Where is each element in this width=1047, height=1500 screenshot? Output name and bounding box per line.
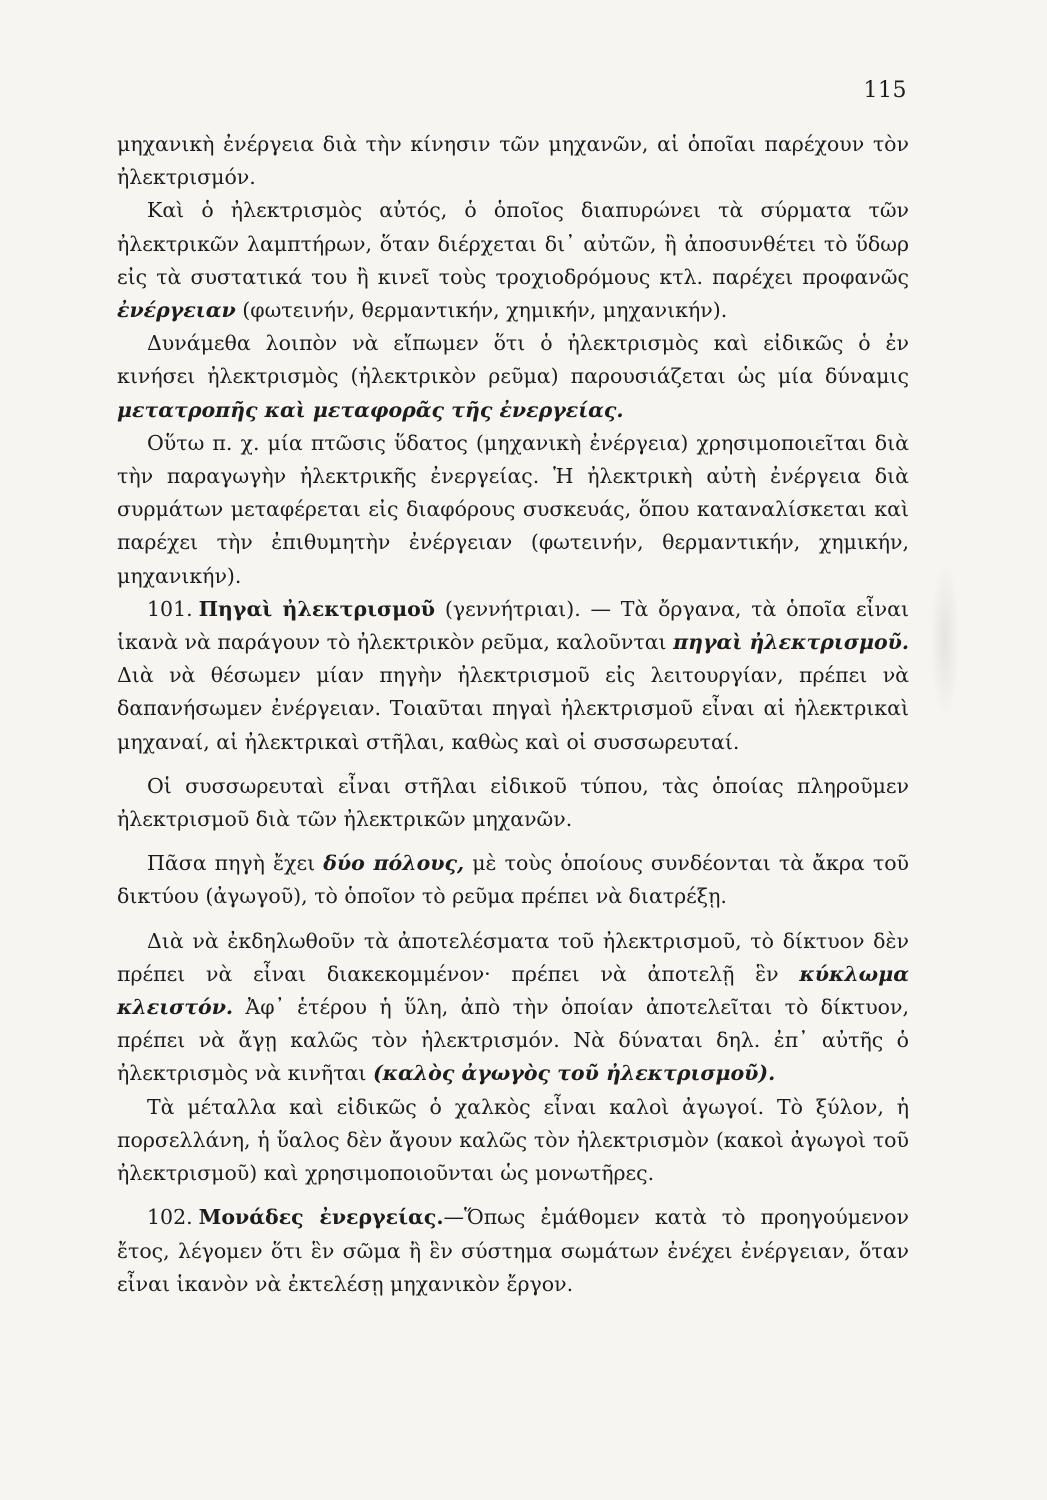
paragraph-2-text: Καὶ ὁ ἠλεκτρισμὸς αὐτός, ὁ ὁποῖος διαπυρώνει τὰ σύρματα τῶν ἠλεκτρικῶν λαμπτήρων, ὅταν διέρχεται δι᾽ αὐτῶν, ἢ ἀποσυνθέτει τὸ ὕδωρ εἰς τὰ συστατικά του ἢ κινεῖ τοὺς τροχιοδρόμους κτλ. παρέχει προφανῶς — [117, 198, 909, 289]
page-smudge — [930, 560, 960, 720]
paragraph-2-tail: (φωτεινήν, θερμαντικήν, χημικήν, μηχανικήν). — [235, 298, 728, 323]
paragraph-8-text: Διὰ νὰ ἐκδηλωθοῦν τὰ ἀποτελέσματα τοῦ ἠλεκτρισμοῦ, τὸ δίκτυον δὲν πρέπει νὰ εἶναι διακεκομμένον· πρέπει νὰ ἀποτελῇ ἓν — [117, 928, 909, 986]
paragraph-7-tail: μὲ τοὺς ὁποίους συνδέονται τὰ ἄκρα τοῦ δικτύου (ἀγωγοῦ), τὸ ὁποῖον τὸ ρεῦμα πρέπει νὰ διατρέξῃ. — [117, 851, 909, 909]
section-101-title: Πηγαὶ ἠλεκτρισμοῦ — [198, 596, 436, 621]
paragraph-7-emphasis: δύο πόλους, — [323, 851, 465, 876]
paragraph-4: Οὕτω π. χ. μία πτῶσις ὕδατος (μηχανικὴ ἐνέργεια) χρησιμοποιεῖται διὰ τὴν παραγωγὴν ἠλεκτρικῆς ἐνεργείας. Ἡ ἠλεκτρικὴ αὐτὴ ἐνέργεια διὰ συρμάτων μεταφέρεται εἰς διαφόρους συσκευάς, ὅπου καταναλίσκεται καὶ παρέχει τὴν ἐπιθυμητὴν ἐνέργειαν (φωτεινήν, θερμαντικήν, χημικήν, μηχανικήν). — [117, 430, 909, 588]
paragraph-6: Οἱ συσσωρευταὶ εἶναι στῆλαι εἰδικοῦ τύπου, τὰς ὁποίας πληροῦμεν ἠλεκτρισμοῦ διὰ τῶν ἠλεκτρικῶν μηχανῶν. — [117, 773, 909, 832]
paragraph-3 — [117, 327, 909, 427]
section-101-number: 101. — [147, 596, 193, 621]
paragraph-7-text: Πᾶσα πηγὴ ἔχει — [147, 851, 324, 876]
paragraph-8-emphasis: κύκλωμα κλειστόν. — [117, 961, 909, 1020]
section-102-text: —Ὅπως ἐμάθομεν κατὰ τὸ προηγούμενον ἔτος, λέγομεν ὅτι ἓν σῶμα ἢ ἓν σύστημα σωμάτων ἐνέχει ἐνέργειαν, ὅταν εἶναι ἱκανὸν νὰ ἐκτελέσῃ μηχανικὸν ἔργον. — [117, 1205, 909, 1296]
paragraph-2 — [117, 194, 909, 327]
paragraph-8-emphasis-2: (καλὸς ἀγωγὸς τοῦ ἠλεκτρισμοῦ). — [372, 1061, 776, 1086]
paragraph-2-emphasis: ἐνέργειαν — [117, 298, 236, 323]
section-101-emphasis: πηγαὶ ἠλεκτρισμοῦ. — [673, 630, 909, 655]
paragraph-3-emphasis: μετατροπῆς καὶ μεταφορᾶς τῆς ἐνεργείας. — [117, 397, 624, 422]
paragraph-1: μηχανικὴ ἐνέργεια διὰ τὴν κίνησιν τῶν μηχανῶν, αἱ ὁποῖαι παρέχουν τὸν ἠλεκτρισμόν. — [117, 132, 909, 190]
section-102-number: 102. — [147, 1205, 193, 1230]
section-102-title: Μονάδες ἐνεργείας. — [198, 1205, 444, 1230]
paragraph-9: Τὰ μέταλλα καὶ εἰδικῶς ὁ χαλκὸς εἶναι καλοὶ ἀγωγοί. Τὸ ξύλον, ἡ πορσελλάνη, ἡ ὕαλος δὲν ἄγουν καλῶς τὸν ἠλεκτρισμὸν (κακοὶ ἀγωγοὶ τοῦ ἠλεκτρισμοῦ) καὶ χρησιμοποιοῦνται ὡς μονωτῆρες. — [117, 1094, 909, 1186]
paragraph-7 — [117, 847, 909, 913]
paragraph-3-text: Δυνάμεθα λοιπὸν νὰ εἴπωμεν ὅτι ὁ ἠλεκτρισμὸς καὶ εἰδικῶς ὁ ἐν κινήσει ἠλεκτρισμὸς (ἠλεκτρικὸν ρεῦμα) παρουσιάζεται ὡς μία δύναμις — [117, 331, 909, 389]
section-101-tail: Διὰ νὰ θέσωμεν μίαν πηγὴν ἠλεκτρισμοῦ εἰς λειτουργίαν, πρέπει νὰ δαπανήσωμεν ἐνέργειαν. Τοιαῦται πηγαὶ ἠλεκτρισμοῦ εἶναι αἱ ἠλεκτρικαὶ μηχαναί, αἱ ἠλεκτρικαὶ στῆλαι, καθὼς καὶ οἱ συσσωρευταί. — [117, 663, 909, 754]
page-number: 115 — [863, 78, 907, 103]
body-text — [117, 128, 909, 1301]
paragraph-8-middle: Ἀφ᾽ ἑτέρου ἡ ὕλη, ἀπὸ τὴν ὁποίαν ἀποτελεῖται τὸ δίκτυον, πρέπει νὰ ἄγῃ καλῶς τὸν ἠλεκτρισμόν. Νὰ δύναται δηλ. ἐπ᾽ αὐτῆς ὁ ἠλεκτρισμὸς νὰ κινῆται — [117, 995, 909, 1086]
paragraph-8 — [117, 925, 909, 1091]
section-102 — [117, 1201, 909, 1301]
section-101-text: (γεννήτριαι). — Τὰ ὄργανα, τὰ ὁποῖα εἶναι ἱκανὰ νὰ παράγουν τὸ ἠλεκτρικὸν ρεῦμα, καλοῦνται — [117, 596, 909, 655]
section-101 — [117, 593, 909, 759]
